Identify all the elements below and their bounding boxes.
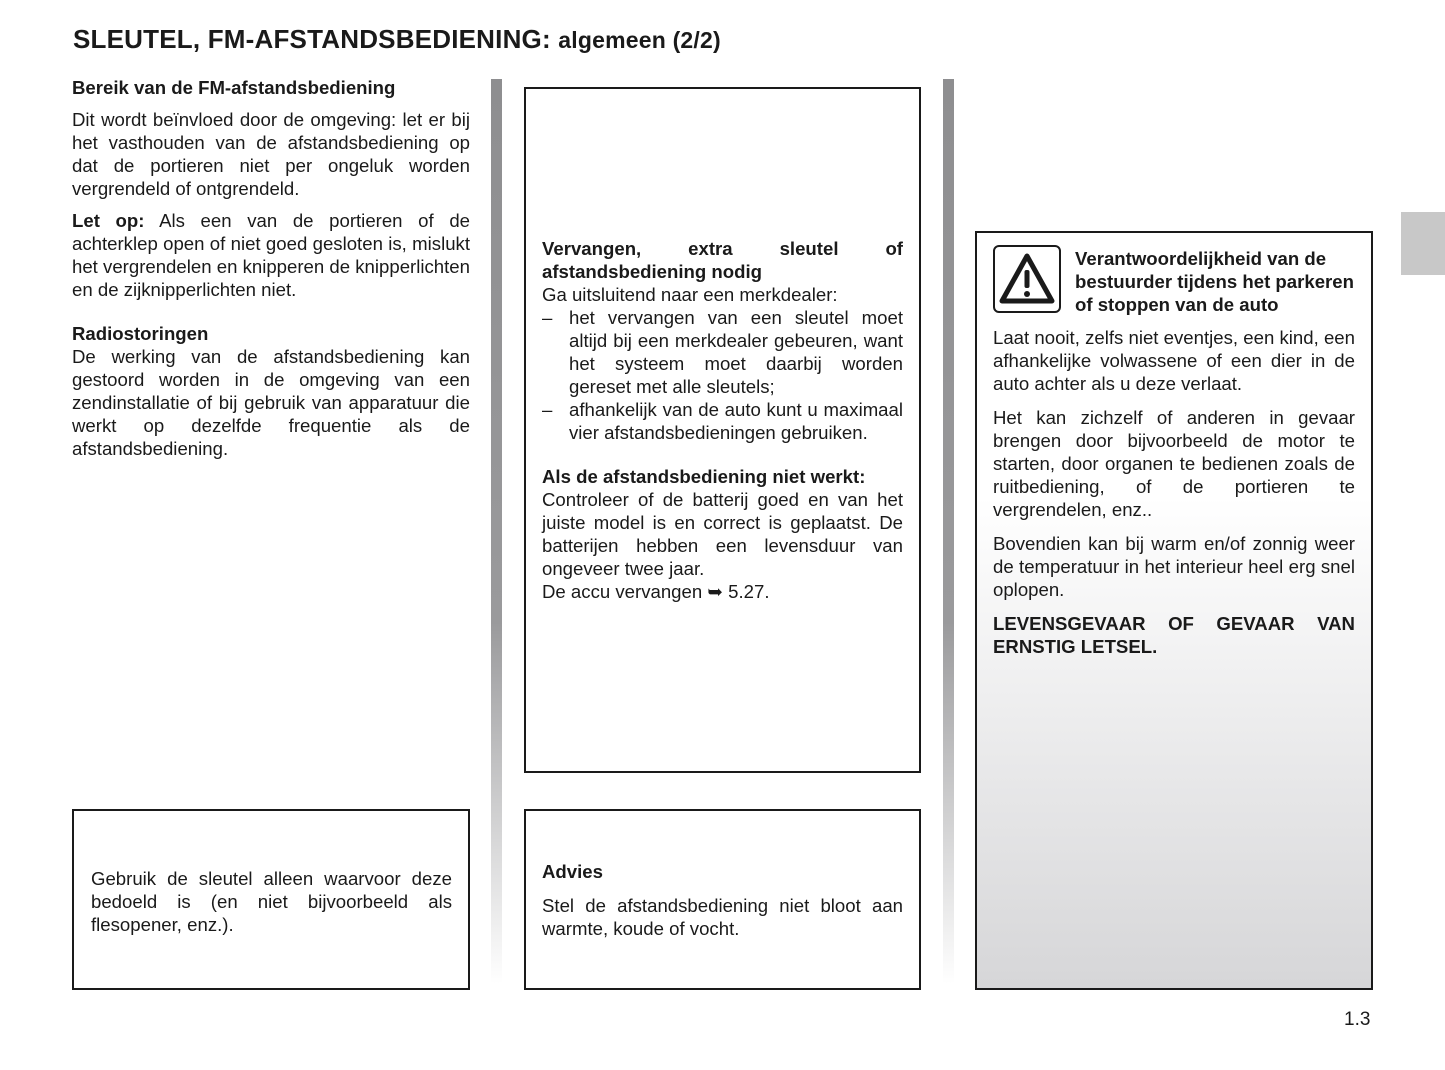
list-item: – het vervangen van een sleutel moet altijd bij een merkdealer gebeuren, want het systeem moet daarbij worden gereset met alle sleutels; [542,306,903,398]
chapter-tab [1401,212,1445,275]
note-paragraph [72,209,470,301]
battery-reference[interactable] [542,580,903,603]
warning-header [993,245,1355,316]
advice-box [524,809,921,990]
ref-page-link[interactable]: 5.27. [728,581,770,602]
warning-box [975,231,1373,990]
para-not-working: Controleer of de batterij goed en van het juiste model is en correct is geplaatst. De batterijen hebben een levensduur van ongeveer twee jaar. [542,489,903,579]
warning-alert: LEVENSGEVAAR OF GEVAAR VAN ERNSTIG LETSEL. [993,613,1355,657]
heading-range: Bereik van de FM-afstandsbediening [72,77,396,98]
warning-para: Het kan zichzelf of anderen in gevaar brengen door bijvoorbeeld de motor te starten, door organen te bedienen zoals de ruitbediening, of de portieren te vergrendelen, enz.. [993,407,1355,520]
replacement-list [542,306,903,444]
page-title [73,24,721,55]
list-item: – afhankelijk van de auto kunt u maximaal vier afstandsbedieningen gebruiken. [542,398,903,444]
warning-triangle-icon [993,245,1061,313]
advice-heading: Advies [542,861,603,882]
key-usage-box [72,809,470,990]
title-main: SLEUTEL, FM-AFSTANDSBEDIENING: [73,24,551,54]
heading-replacement: Vervangen, extra sleutel of afstandsbediening nodig [542,238,903,282]
column-divider [491,79,502,984]
column-divider [943,79,954,984]
key-usage-text: Gebruik de sleutel alleen waarvoor deze bedoeld is (en niet bijvoorbeeld als flesopener, enz.). [91,868,452,935]
arrow-icon: ➥ [707,581,723,602]
note-label: Let op: [72,210,145,231]
replacement-box [524,87,921,773]
heading-radio: Radiostoringen [72,323,209,344]
advice-text: Stel de afstandsbediening niet bloot aan warmte, koude of vocht. [542,895,903,939]
ref-text: De accu vervangen [542,581,703,602]
note-text: Als een van de portieren of de achterklep open of niet goed gesloten is, mislukt het vergrendelen en knipperen de knipperlichten en de zijknipperlichten niet. [72,210,470,300]
warning-title: Verantwoordelijkheid van de bestuurder tijdens het parkeren of stoppen van de auto [1075,248,1354,315]
title-sub: algemeen (2/2) [558,27,721,53]
warning-para: Bovendien kan bij warm en/of zonnig weer de temperatuur in het interieur heel erg snel oplopen. [993,533,1355,600]
para-range: Dit wordt beïnvloed door de omgeving: let er bij het vasthouden van de afstandsbediening op dat de portieren niet per ongeluk worden vergrendeld of ontgrendeld. [72,109,470,199]
column-1 [72,76,470,460]
heading-not-working: Als de afstandsbediening niet werkt: [542,466,866,487]
page-number: 1.3 [1344,1009,1371,1030]
para-radio: De werking van de afstandsbediening kan gestoord worden in de omgeving van een zendinstallatie of bij gebruik van apparatuur die werkt op dezelfde frequentie als de afstandsbediening. [72,346,470,459]
warning-para: Laat nooit, zelfs niet eventjes, een kind, een afhankelijke volwassene of een dier in de auto achter als u deze verlaat. [993,327,1355,394]
replacement-intro: Ga uitsluitend naar een merkdealer: [542,284,838,305]
